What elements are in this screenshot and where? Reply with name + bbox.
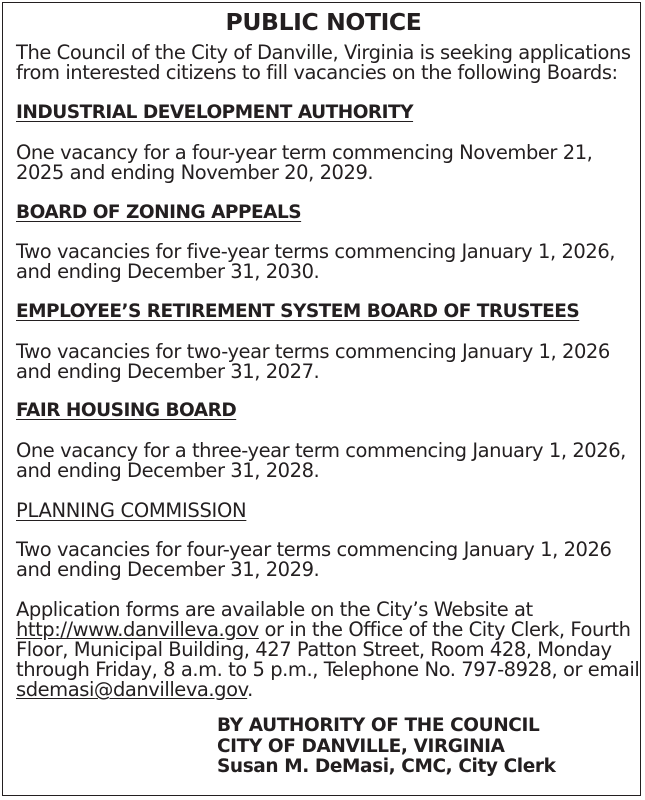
- email-link[interactable]: sdemasi@danvilleva.gov: [16, 678, 248, 701]
- board-heading-board-of-zoning-appeals: BOARD OF ZONING APPEALS: [16, 202, 302, 223]
- public-notice: [2, 2, 641, 796]
- application-line: [16, 680, 639, 700]
- application-text: .: [247, 678, 253, 701]
- board-heading-fair-housing-board: FAIR HOUSING BOARD: [16, 400, 237, 421]
- board-description-line: and ending December 31, 2029.: [16, 558, 320, 581]
- board-description-line: Two vacancies for four-year terms commencing January 1, 2026: [16, 538, 612, 561]
- website-link[interactable]: http://www.danvilleva.gov: [16, 618, 259, 641]
- board-description-line: One vacancy for a four-year term commencing November 21,: [16, 141, 593, 164]
- intro-line: from interested citizens to fill vacancies on the following Boards:: [16, 61, 618, 84]
- board-heading-employees-retirement-system: EMPLOYEE’S RETIREMENT SYSTEM BOARD OF TRUSTEES: [16, 301, 580, 322]
- board-description-line: and ending December 31, 2030.: [16, 260, 320, 283]
- board-description-line: Two vacancies for five-year terms commencing January 1, 2026,: [16, 240, 616, 263]
- board-description-line: and ending December 31, 2027.: [16, 360, 320, 383]
- board-description: [16, 540, 611, 580]
- signature-block: [217, 716, 555, 778]
- signature-line: CITY OF DANVILLE, VIRGINIA: [217, 735, 505, 757]
- board-description-line: and ending December 31, 2028.: [16, 459, 320, 482]
- board-description: [16, 342, 610, 382]
- application-line: Application forms are available on the City’s Website at: [16, 598, 533, 621]
- board-description-line: 2025 and ending November 20, 2029.: [16, 161, 374, 184]
- intro-line: The Council of the City of Danville, Virginia is seeking applications: [16, 41, 631, 64]
- application-text: or in the Office of the City Clerk, Fourth: [258, 618, 631, 641]
- board-description-line: One vacancy for a three-year term commencing January 1, 2026,: [16, 439, 626, 462]
- board-description: [16, 441, 626, 481]
- board-description: [16, 242, 615, 282]
- signature-line: Susan M. DeMasi, CMC, City Clerk: [217, 756, 556, 777]
- board-heading-industrial-development-authority: INDUSTRIAL DEVELOPMENT AUTHORITY: [16, 102, 414, 123]
- application-line: [16, 620, 639, 640]
- signature-line: BY AUTHORITY OF THE COUNCIL: [217, 715, 540, 736]
- intro-paragraph: [16, 43, 631, 83]
- board-heading-planning-commission: PLANNING COMMISSION: [16, 499, 247, 522]
- application-paragraph: [16, 600, 639, 700]
- application-line: Floor, Municipal Building, 427 Patton Street, Room 428, Monday: [16, 638, 612, 661]
- application-line: through Friday, 8 a.m. to 5 p.m., Telephone No. 797-8928, or email: [16, 658, 640, 681]
- board-description: [16, 143, 592, 183]
- board-description-line: Two vacancies for two-year terms commencing January 1, 2026: [16, 340, 610, 363]
- notice-title: PUBLIC NOTICE: [225, 8, 422, 36]
